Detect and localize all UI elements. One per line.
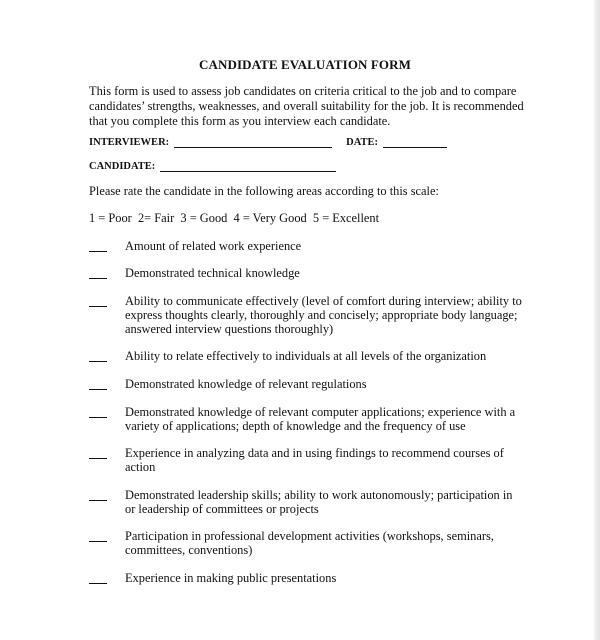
criterion-item: [89, 349, 529, 363]
rating-blank[interactable]: [89, 377, 107, 390]
criterion-text: Demonstrated knowledge of relevant regulations: [125, 377, 367, 391]
criterion-text: Ability to relate effectively to individuals at all levels of the organization: [125, 349, 487, 363]
criterion-item: [89, 266, 529, 280]
candidate-label: CANDIDATE:: [89, 161, 156, 172]
candidate-row: [89, 160, 336, 172]
rating-blank[interactable]: [89, 405, 107, 418]
criterion-item: [89, 377, 529, 391]
criterion-text: Amount of related work experience: [125, 239, 302, 253]
criterion-text: Experience in analyzing data and in using findings to recommend courses of action: [125, 446, 504, 474]
criterion-item: [89, 239, 529, 253]
criterion-item: [89, 529, 529, 557]
page-edge-shadow: [594, 0, 600, 640]
form-title: CANDIDATE EVALUATION FORM: [199, 57, 411, 72]
interviewer-label: INTERVIEWER:: [89, 137, 170, 148]
rating-blank[interactable]: [89, 529, 107, 542]
interviewer-row: [89, 136, 447, 148]
rating-scale: 1 = Poor 2= Fair 3 = Good 4 = Very Good 5 = Excellent: [89, 211, 380, 225]
criterion-text: Demonstrated knowledge of relevant computer applications; experience with a variety of applications; depth of knowledge and the frequency of use: [125, 405, 516, 433]
criterion-item: [89, 405, 529, 433]
criterion-item: [89, 488, 529, 516]
criterion-text: Ability to communicate effectively (level of comfort during interview; ability to express thoughts clearly, thoroughly and concisely; appropriate body language; answered interview questions thoroughly): [125, 294, 522, 336]
rating-instruction: Please rate the candidate in the following areas according to this scale:: [89, 184, 439, 198]
form-intro: This form is used to assess job candidates on criteria critical to the job and to compare candidates’ strengths, weaknesses, and overall suitability for the job. It is recommended that you complete this form as you interview each candidate.: [89, 84, 524, 128]
criterion-text: Demonstrated leadership skills; ability to work autonomously; participation in or leadership of committees or projects: [125, 488, 513, 516]
date-field[interactable]: [383, 136, 447, 148]
rating-blank[interactable]: [89, 266, 107, 279]
criterion-text: Experience in making public presentations: [125, 571, 337, 585]
criterion-item: [89, 571, 529, 585]
criterion-item: [89, 446, 529, 474]
criterion-text: Demonstrated technical knowledge: [125, 266, 300, 280]
rating-blank[interactable]: [89, 239, 107, 252]
criterion-text: Participation in professional development activities (workshops, seminars, committees, conventions): [125, 529, 494, 557]
rating-blank[interactable]: [89, 446, 107, 459]
rating-blank[interactable]: [89, 294, 107, 307]
rating-blank[interactable]: [89, 488, 107, 501]
rating-blank[interactable]: [89, 349, 107, 362]
interviewer-field[interactable]: [174, 136, 332, 148]
candidate-field[interactable]: [160, 160, 336, 172]
criterion-item: [89, 294, 529, 336]
date-label: DATE:: [346, 137, 379, 148]
rating-blank[interactable]: [89, 571, 107, 584]
